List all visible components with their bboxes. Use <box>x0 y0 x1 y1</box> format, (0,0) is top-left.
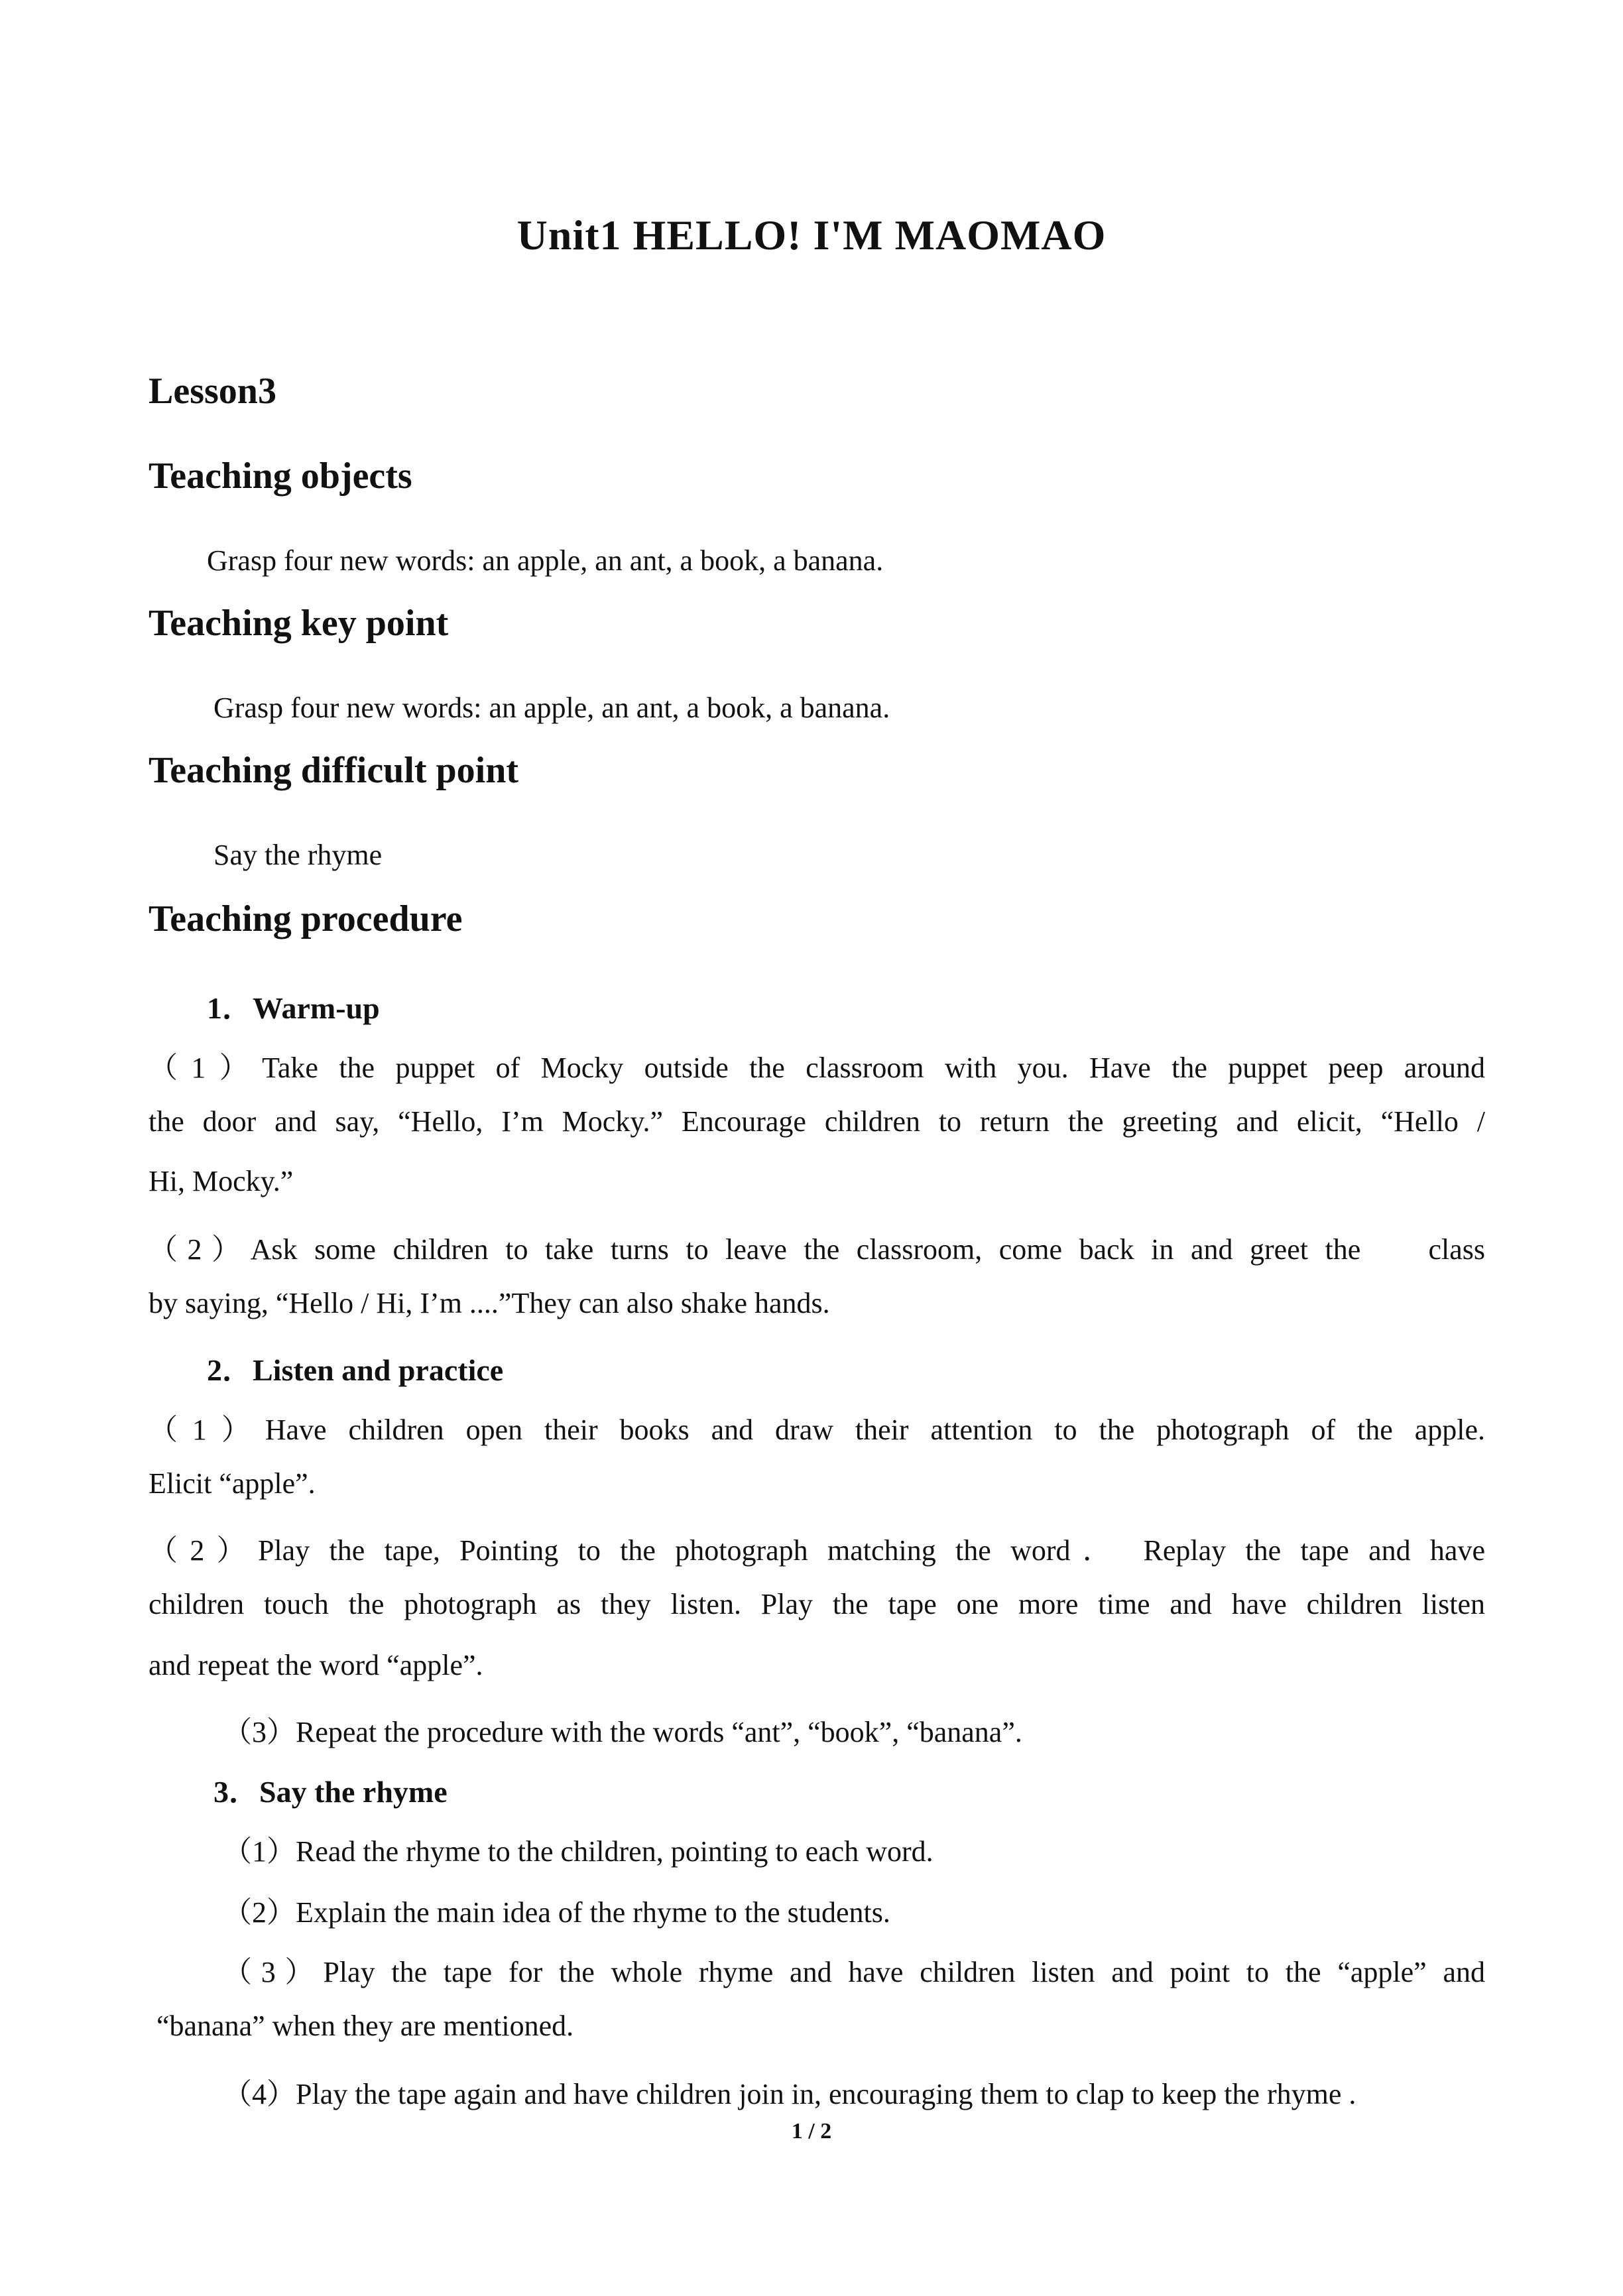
listen-p3: （3）Repeat the procedure with the words “ant”, “book”, “banana”. <box>223 1716 1022 1748</box>
rhyme-p2: （2）Explain the main idea of the rhyme to the students. <box>223 1896 890 1929</box>
teaching-objects-heading: Teaching objects <box>149 455 412 497</box>
warm-up-p2-line1: （2）Ask some children to take turns to leave the classroom, come back in and greet the class <box>149 1233 1485 1266</box>
key-point-text: Grasp four new words: an apple, an ant, a book, a banana. <box>213 692 890 724</box>
rhyme-p3-line1: （3）Play the tape for the whole rhyme and have children listen and point to the “apple” and <box>223 1956 1485 1988</box>
listen-p2-line1: （2）Play the tape, Pointing to the photograph matching the word． Replay the tape and have <box>149 1534 1485 1567</box>
warm-up-p1-line1: （1）Take the puppet of Mocky outside the classroom with you. Have the puppet peep around <box>149 1052 1485 1084</box>
procedure-heading: Teaching procedure <box>149 898 463 939</box>
lesson-heading: Lesson3 <box>149 371 276 412</box>
difficult-point-text: Say the rhyme <box>213 839 383 871</box>
say-rhyme-heading: 3．Say the rhyme <box>213 1775 448 1809</box>
rhyme-p1: （1）Read the rhyme to the children, pointing to each word. <box>223 1835 933 1868</box>
teaching-objects-text: Grasp four new words: an apple, an ant, a book, a banana. <box>207 544 884 577</box>
document-title: Unit1 HELLO! I'M MAOMAO <box>516 211 1107 259</box>
warm-up-p1-line3: Hi, Mocky.” <box>149 1165 294 1197</box>
difficult-point-heading: Teaching difficult point <box>149 750 519 791</box>
listen-p1-line2: Elicit “apple”. <box>149 1467 316 1500</box>
page-number: 1 / 2 <box>791 2119 832 2144</box>
warm-up-p1-line2: the door and say, “Hello, I’m Mocky.” Encourage children to return the greeting and elicit, “Hello / <box>149 1105 1485 1138</box>
rhyme-p4: （4）Play the tape again and have children join in, encouraging them to clap to keep the rhyme . <box>223 2078 1356 2110</box>
warm-up-p2-line2: by saying, “Hello / Hi, I’m ....”They can also shake hands. <box>149 1287 830 1319</box>
listen-p2-line2: children touch the photograph as they listen. Play the tape one more time and have children listen <box>149 1588 1485 1620</box>
key-point-heading: Teaching key point <box>149 603 449 644</box>
listen-p2-line3: and repeat the word “apple”. <box>149 1649 483 1681</box>
listen-p1-line1: （1）Have children open their books and draw their attention to the photograph of the apple. <box>149 1414 1485 1446</box>
rhyme-p3-line2: “banana” when they are mentioned. <box>156 2010 574 2042</box>
warm-up-heading: 1．Warm-up <box>207 991 380 1025</box>
listen-practice-heading: 2．Listen and practice <box>207 1353 504 1387</box>
